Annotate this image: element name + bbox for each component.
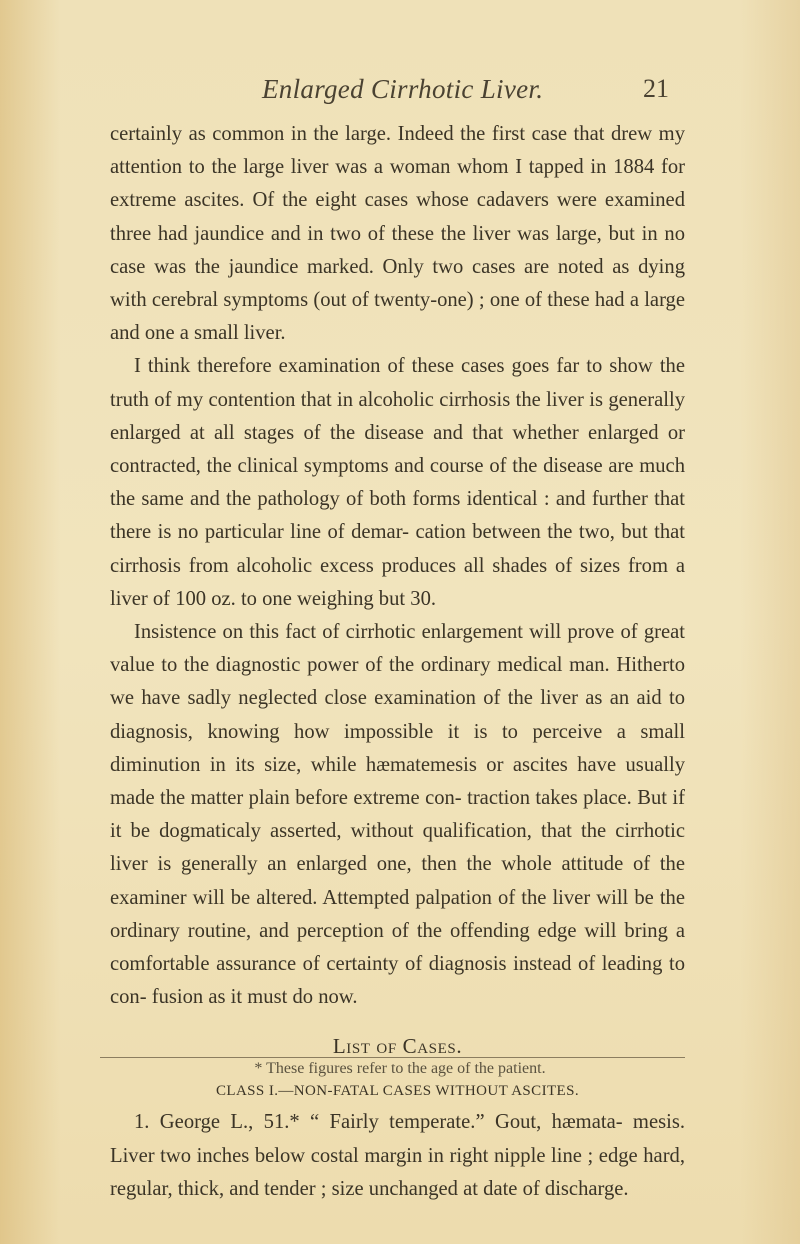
footnote-rule [100,1057,685,1058]
paragraph-examination: I think therefore examination of these cases goes far to show the truth of my contention that in alcoholic cirrhosis the liver is generally enlarged at all stages of the disease and that whether enlarged or contracted, the clinical symptoms and course of the disease are much the same and the pathology of both forms identical : and further that there is no particular line of demar- cation between the two, but that cirrhosis from alcoholic excess produces all shades of sizes from a liver of 100 oz. to one weighing but 30. [110,355,685,610]
text-block [110,118,685,1206]
paragraph-insistence: Insistence on this fact of cirrhotic enlargement will prove of great value to the diagnostic power of the ordinary medical man. Hitherto we have sadly neglected close examination of the liver as an aid to diagnosis, knowing how impossible it is to perceive a small diminution in its size, while hæmatemesis or ascites have usually made the matter plain before extreme con- traction takes place. But if it be dogmaticaly asserted, without qualification, that the cirrhotic liver is generally an enlarged one, then the whole attitude of the examiner will be altered. Attempted palpation of the liver will be the ordinary routine, and perception of the offending edge will bring a comfortable assurance of certainty of diagnosis instead of leading to con- fusion as it must do now. [110,621,685,1009]
case-entry: 1. George L., 51.* “ Fairly temperate.” Gout, hæmata- mesis. Liver two inches below costal margin in right nipple line ; edge hard, regular, thick, and tender ; size unchanged at date of discharge. [110,1111,685,1200]
page-number: 21 [643,74,669,103]
running-title: Enlarged Cirrhotic Liver. [262,74,544,104]
running-head [0,74,800,114]
list-of-cases-heading: List of Cases. [332,1034,463,1059]
paragraph-continuation: certainly as common in the large. Indeed the first case that drew my attention to the large liver was a woman whom I tapped in 1884 for extreme ascites. Of the eight cases whose cadavers were examined three had jaundice and in two of these the liver was large, but in no case was the jaundice marked. Only two cases are noted as dying with cerebral symptoms (out of twenty-one) ; one of these had a large and one a small liver. [110,123,685,345]
footnote: * These figures refer to the age of the patient. [254,1060,546,1077]
class-heading: CLASS I.—NON-FATAL CASES WITHOUT ASCITES. [215,1083,579,1100]
